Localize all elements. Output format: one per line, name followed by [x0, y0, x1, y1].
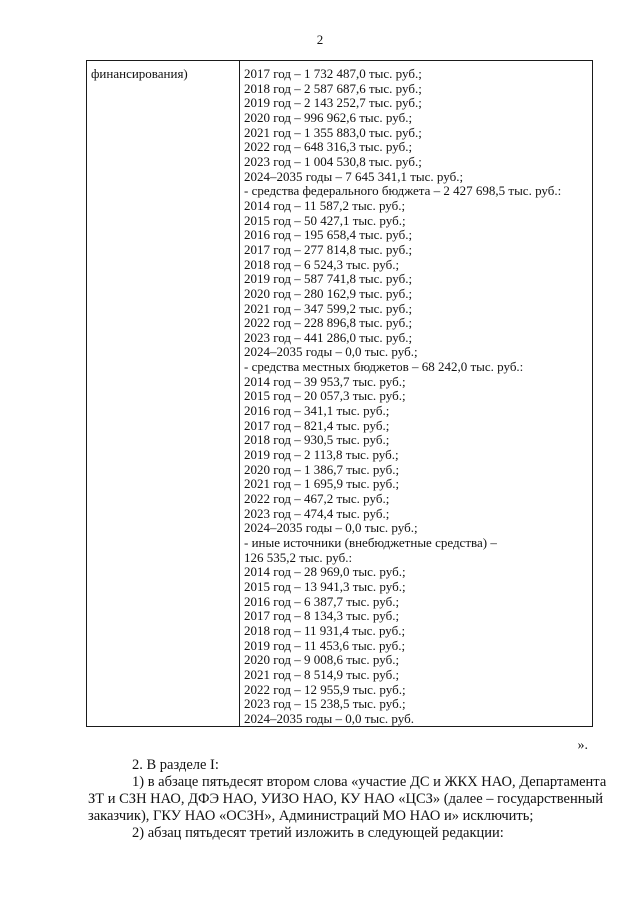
- section-heading-text: 2. В разделе I:: [132, 757, 219, 773]
- funding-line: 2023 год – 441 286,0 тыс. руб.;: [244, 329, 413, 345]
- funding-line: 2015 год – 50 427,1 тыс. руб.;: [244, 212, 406, 228]
- funding-line: 2017 год – 8 134,3 тыс. руб.;: [244, 608, 400, 624]
- funding-line: 2018 год – 930,5 тыс. руб.;: [244, 432, 390, 448]
- funding-line: 2024–2035 годы – 0,0 тыс. руб.: [244, 710, 414, 726]
- funding-line: 2024–2035 годы – 7 645 341,1 тыс. руб.;: [244, 168, 464, 184]
- funding-line: 2016 год – 341,1 тыс. руб.;: [244, 403, 390, 419]
- funding-line: 2016 год – 6 387,7 тыс. руб.;: [244, 593, 400, 609]
- funding-line: 2024–2035 годы – 0,0 тыс. руб.;: [244, 344, 418, 360]
- funding-line: - средства федерального бюджета – 2 427 698,5 тыс. руб.:: [244, 183, 562, 199]
- item-1-line-1: 1) в абзаце пятьдесят втором слова «участие ДС и ЖКХ НАО, Департамента: [132, 774, 607, 790]
- table-value-cell: [244, 67, 586, 727]
- funding-line: 2017 год – 277 814,8 тыс. руб.;: [244, 241, 413, 257]
- section-heading: [88, 757, 636, 774]
- funding-line: 2014 год – 28 969,0 тыс. руб.;: [244, 564, 406, 580]
- financing-table: [86, 60, 593, 727]
- table-label-cell: финансирования): [91, 66, 188, 81]
- funding-line: 2021 год – 1 355 883,0 тыс. руб.;: [244, 124, 422, 140]
- funding-line: 2019 год – 587 741,8 тыс. руб.;: [244, 271, 413, 287]
- funding-line: 2022 год – 467,2 тыс. руб.;: [244, 491, 390, 507]
- funding-line: 2014 год – 11 587,2 тыс. руб.;: [244, 197, 406, 213]
- funding-line: 2023 год – 15 238,5 тыс. руб.;: [244, 696, 406, 712]
- funding-line: 126 535,2 тыс. руб.:: [244, 549, 353, 565]
- funding-line: 2021 год – 1 695,9 тыс. руб.;: [244, 476, 400, 492]
- funding-line: 2015 год – 13 941,3 тыс. руб.;: [244, 578, 406, 594]
- funding-line: - средства местных бюджетов – 68 242,0 тыс. руб.:: [244, 359, 524, 375]
- funding-line: 2022 год – 648 316,3 тыс. руб.;: [244, 139, 413, 155]
- funding-line: 2019 год – 2 113,8 тыс. руб.;: [244, 447, 399, 463]
- funding-line: 2022 год – 228 896,8 тыс. руб.;: [244, 315, 413, 331]
- funding-line: 2022 год – 12 955,9 тыс. руб.;: [244, 681, 406, 697]
- funding-line: 2023 год – 1 004 530,8 тыс. руб.;: [244, 153, 422, 169]
- funding-line: 2021 год – 8 514,9 тыс. руб.;: [244, 666, 400, 682]
- funding-line: 2020 год – 1 386,7 тыс. руб.;: [244, 461, 400, 477]
- funding-line: 2024–2035 годы – 0,0 тыс. руб.;: [244, 520, 418, 536]
- funding-line: 2023 год – 474,4 тыс. руб.;: [244, 505, 390, 521]
- page-number: 2: [316, 32, 324, 47]
- column-divider: [239, 61, 240, 726]
- item-1-paragraph: [88, 774, 607, 825]
- funding-line: 2020 год – 996 962,6 тыс. руб.;: [244, 109, 413, 125]
- funding-line: 2018 год – 6 524,3 тыс. руб.;: [244, 256, 400, 272]
- funding-line: 2019 год – 11 453,6 тыс. руб.;: [244, 637, 406, 653]
- item-2-paragraph: [88, 825, 636, 842]
- funding-line: 2015 год – 20 057,3 тыс. руб.;: [244, 388, 406, 404]
- funding-line: 2021 год – 347 599,2 тыс. руб.;: [244, 300, 413, 316]
- funding-line: 2019 год – 2 143 252,7 тыс. руб.;: [244, 95, 422, 111]
- funding-line: 2017 год – 821,4 тыс. руб.;: [244, 417, 390, 433]
- item-1-line-3: заказчик), ГКУ НАО «ОСЗН», Администраций МО НАО и» исключить;: [88, 808, 534, 824]
- closing-quote: ».: [577, 738, 588, 753]
- funding-line: - иные источники (внебюджетные средства) –: [244, 535, 497, 550]
- funding-line: 2014 год – 39 953,7 тыс. руб.;: [244, 373, 406, 389]
- funding-line: 2020 год – 9 008,6 тыс. руб.;: [244, 652, 400, 668]
- funding-line: 2020 год – 280 162,9 тыс. руб.;: [244, 285, 413, 301]
- item-1-line-2: ЗТ и СЗН НАО, ДФЭ НАО, УИЗО НАО, КУ НАО «ЦСЗ» (далее – государственный: [88, 791, 603, 807]
- funding-line: 2018 год – 11 931,4 тыс. руб.;: [244, 622, 406, 638]
- funding-line: 2018 год – 2 587 687,6 тыс. руб.;: [244, 80, 422, 96]
- funding-line: 2016 год – 195 658,4 тыс. руб.;: [244, 227, 413, 243]
- funding-line: 2017 год – 1 732 487,0 тыс. руб.;: [244, 66, 422, 81]
- item-2-text: 2) абзац пятьдесят третий изложить в следующей редакции:: [132, 825, 504, 841]
